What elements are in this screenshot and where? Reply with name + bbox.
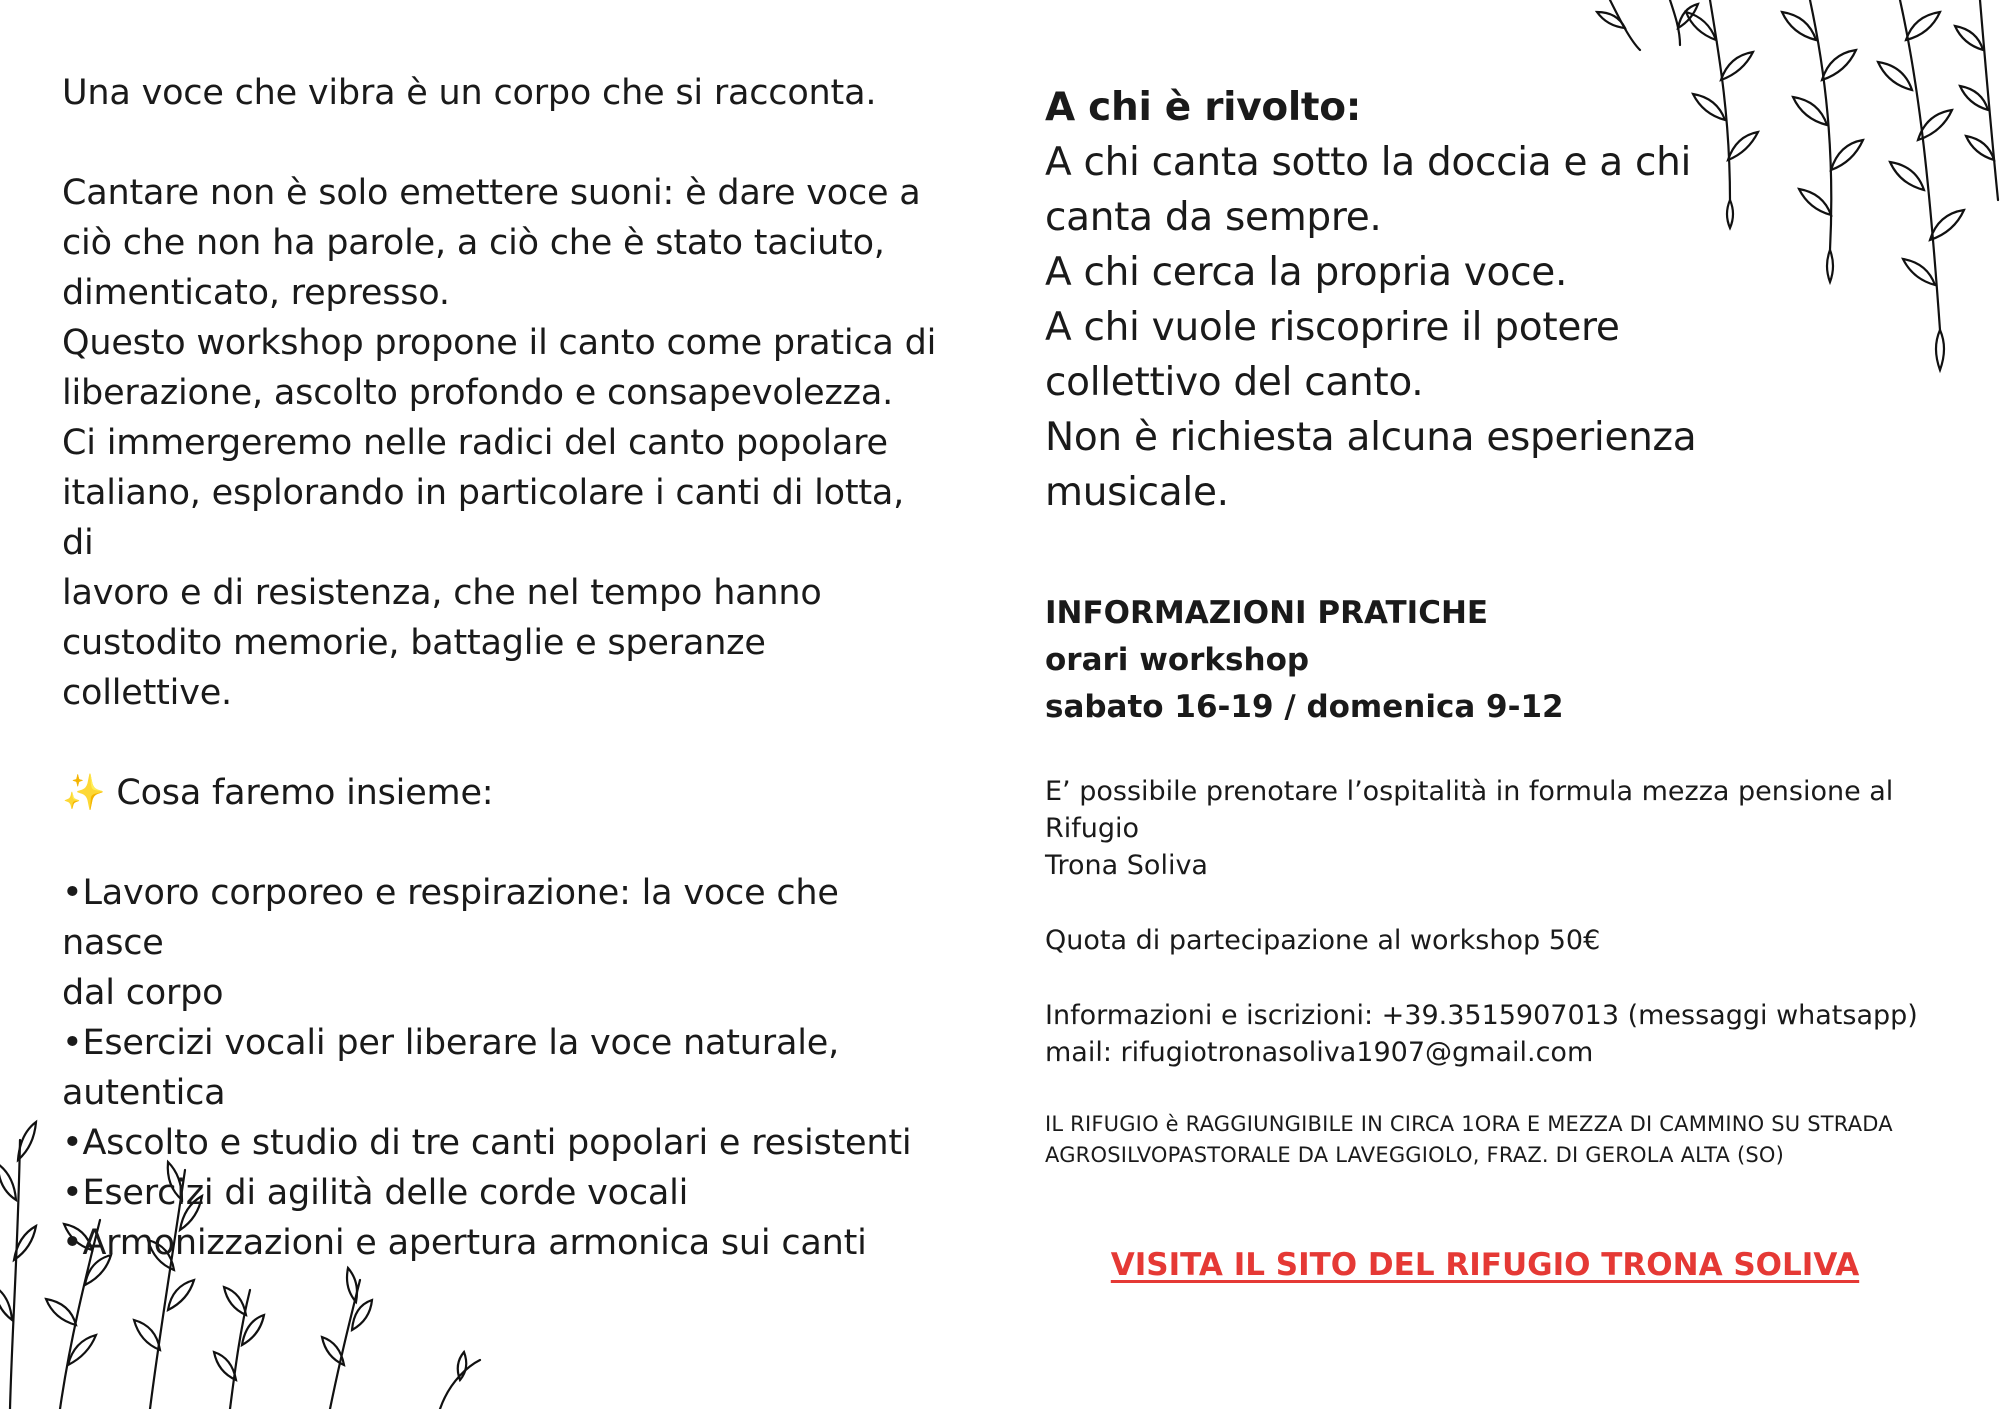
audience-line: A chi cerca la propria voce. <box>1045 250 1568 295</box>
contact-block <box>1045 997 1965 1071</box>
audience-line: collettivo del canto. <box>1045 360 1424 405</box>
intro-text: Una voce che vibra è un corpo che si racconta. <box>62 73 877 113</box>
list-item: •Esercizi vocali per liberare la voce naturale, <box>62 1023 839 1063</box>
fee-text <box>1045 922 1965 959</box>
description-line: custodito memorie, battaglie e speranze collettive. <box>62 623 766 713</box>
hospitality-line: E’ possibile prenotare l’ospitalità in formula mezza pensione al Rifugio <box>1045 776 1894 844</box>
right-column <box>1045 80 1965 1171</box>
audience-line: A chi canta sotto la doccia e a chi <box>1045 140 1692 185</box>
list-item: •Ascolto e studio di tre canti popolari e resistenti <box>62 1123 912 1163</box>
spacer <box>62 118 942 168</box>
fee-line: Quota di partecipazione al workshop 50€ <box>1045 925 1601 956</box>
audience-line: Non è richiesta alcuna esperienza <box>1045 415 1697 460</box>
schedule-label: orari workshop <box>1045 642 1310 678</box>
hospitality-line: Trona Soliva <box>1045 850 1208 881</box>
audience-heading: A chi è rivolto: <box>1045 85 1362 130</box>
practical-info-title: INFORMAZIONI PRATICHE <box>1045 595 1489 631</box>
description-line: Cantare non è solo emettere suoni: è dare voce a <box>62 173 921 213</box>
list-item: •Lavoro corporeo e respirazione: la voce che nasce <box>62 873 839 963</box>
audience-section <box>1045 80 1965 520</box>
audience-line: musicale. <box>1045 470 1229 515</box>
spacer <box>62 718 942 768</box>
spacer <box>62 818 942 868</box>
description-line: ciò che non ha parole, a ciò che è stato taciuto, <box>62 223 885 263</box>
description-paragraph <box>62 168 942 718</box>
description-line: dimenticato, represso. <box>62 273 450 313</box>
contact-info: Informazioni e iscrizioni: +39.3515907013 (messaggi whatsapp) <box>1045 1000 1918 1031</box>
description-line: liberazione, ascolto profondo e consapevolezza. <box>62 373 893 413</box>
description-line: Ci immergeremo nelle radici del canto popolare <box>62 423 888 463</box>
contact-mail: mail: rifugiotronasoliva1907@gmail.com <box>1045 1037 1594 1068</box>
activities-heading <box>62 768 942 818</box>
list-item: dal corpo <box>62 973 224 1013</box>
list-item: •Esercizi di agilità delle corde vocali <box>62 1173 689 1213</box>
audience-line: A chi vuole riscoprire il potere <box>1045 305 1620 350</box>
access-line: IL RIFUGIO è RAGGIUNGIBILE IN CIRCA 1ORA E MEZZA DI CAMMINO SU STRADA <box>1045 1112 1893 1136</box>
activities-heading-text: Cosa faremo insieme: <box>116 773 494 813</box>
description-line: lavoro e di resistenza, che nel tempo hanno <box>62 573 822 613</box>
schedule-text: sabato 16-19 / domenica 9-12 <box>1045 689 1564 725</box>
access-info <box>1045 1109 1965 1171</box>
visit-website-link[interactable]: VISITA IL SITO DEL RIFUGIO TRONA SOLIVA <box>1110 1247 1860 1283</box>
description-line: italiano, esplorando in particolare i canti di lotta, di <box>62 473 905 563</box>
practical-info-block <box>1045 590 1965 731</box>
activities-list <box>62 868 942 1268</box>
description-line: Questo workshop propone il canto come pratica di <box>62 323 937 363</box>
list-item: autentica <box>62 1073 226 1113</box>
audience-line: canta da sempre. <box>1045 195 1382 240</box>
access-line: AGROSILVOPASTORALE DA LAVEGGIOLO, FRAZ. DI GEROLA ALTA (SO) <box>1045 1143 1785 1167</box>
left-column <box>62 68 942 1268</box>
hospitality-text <box>1045 773 1965 884</box>
sparkle-icon: ✨ <box>62 773 106 813</box>
list-item: •Armonizzazioni e apertura armonica sui canti <box>62 1223 867 1263</box>
